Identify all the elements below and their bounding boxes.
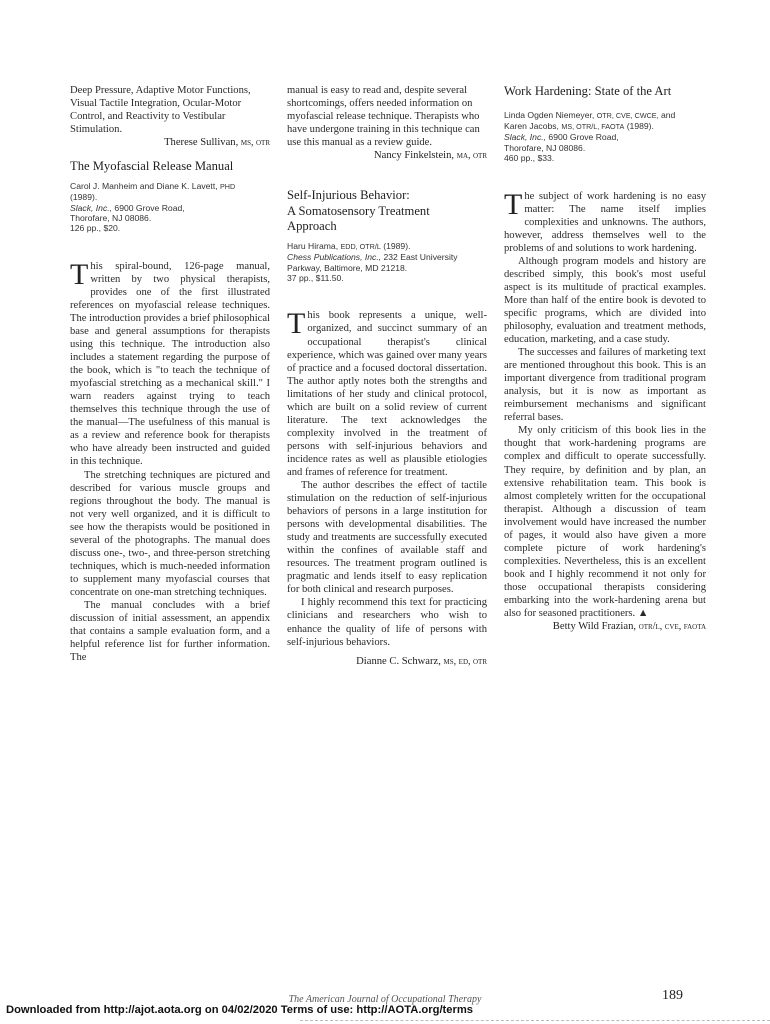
continued-text: Deep Pressure, Adaptive Motor Functions, Visual Tactile Integration, Ocular-Motor Control, and Reactivity to Vestibular Stimulation.	[70, 85, 251, 136]
book-author-2: Karen Jacobs,	[504, 120, 559, 131]
review-paragraph: The successes and failures of marketing text are mentioned throughout this book. This is an important divergence from traditional program analysis, but it is now as important as reimbursement mechanisms and significant referral bases.	[504, 347, 706, 424]
review-paragraph: The author describes the effect of tactile stimulation on the reduction of self-injurious behaviors of persons in a large institution for persons with developmental disabilities. The study and treatments are successfully executed within the confines of available staff and resources. The treatment program outlined is pragmatic and lends itself to easy replication for both clinical and research purposes.	[287, 480, 487, 596]
authors-credentials: PHD	[220, 181, 236, 191]
book-authors: Carol J. Manheim and Diane K. Lavett,	[70, 180, 218, 191]
title-line: A Somatosensory Treatment	[287, 203, 430, 218]
reviewer-name: Betty Wild Frazian,	[552, 621, 637, 633]
reviewer-signature	[287, 149, 487, 162]
review-paragraph: My only criticism of this book lies in the thought that work-hardening programs are complex and difficult to operate successfully. They require, by definition and by plan, an extensive rehabilitation team. This book is almost completely written for the occupational therapist. Although a discussion of team involvement would have increased the number of pages, it would also have given a more complete picture of work hardening's complexities. Nevertheless, this is an excellent book and I highly recommend it not only for those occupational therapists considering embarking into the work-hardening arena but also for seasoned practitioners. ▲	[504, 425, 706, 620]
reviewer-signature	[504, 620, 706, 633]
review-paragraph: This spiral-bound, 126-page manual, written by two physical therapists, provides one of the first illustrated references on myofascial release techniques. The introduction provides a brief philosophical base and general assumptions for therapists using this technique. The introduction also includes a statement regarding the purpose of the book, which is "to teach the technique of myofascial stretching as a mechanical skill." I warn readers against trying to teach themselves this technique through the use of the manual—The usefulness of this manual is as a review and reference book for therapists who have already been instructed and guided in this technique.	[70, 257, 270, 468]
reviewer-name: Dianne C. Schwarz,	[356, 655, 441, 667]
pages-price: 460 pp., $33.	[504, 153, 555, 164]
title-line: Approach	[287, 219, 337, 234]
author-2-credentials: MS, OTR/L, FAOTA	[561, 121, 625, 131]
pub-year: (1989).	[70, 192, 98, 203]
pub-year: (1989).	[626, 120, 654, 131]
column-3	[504, 84, 706, 633]
publisher-address: 6900 Grove Road,	[114, 202, 185, 213]
publisher: Chess Publications, Inc.,	[287, 252, 382, 263]
download-notice: Downloaded from http://ajot.aota.org on 04/02/2020 Terms of use: http://AOTA.org/terms	[6, 1004, 474, 1016]
publisher: Slack, Inc.,	[70, 202, 113, 213]
page-number: 189	[662, 988, 683, 1003]
review-paragraph: The stretching techniques are pictured and described for various muscle groups and regions throughout the body. The manual is not very well organized, and it is difficult to see how the therapists would be positioned in several of the photographs. The manual does discuss one-, two-, and three-person stretching techniques, which is much-needed information to supplement many myofascial courses that concentrate on one-man stretching techniques.	[70, 469, 270, 598]
reviewer-signature	[287, 655, 487, 668]
reviewer-name: Therese Sullivan,	[164, 137, 239, 149]
publisher-address: 6900 Grove Road,	[548, 132, 619, 143]
review-title: The Myofascial Release Manual	[70, 159, 234, 174]
book-citation	[287, 241, 487, 284]
pages-price: 126 pp., $20.	[70, 223, 121, 234]
book-author-1: Linda Ogden Niemeyer,	[504, 109, 595, 120]
review-paragraph: This book represents a unique, well-organized, and succinct summary of an occupational therapist's clinical experience, which was gained over many years of practice and a focused doctoral dissertation. The author aptly notes both the strengths and limitations of her study and clinical protocol, which are built on a solid review of current literature. The text acknowledges the complexity involved in the treatment of persons with self-injurious behaviors and incidence rates as well as plausible etiologies and frames of reference for treatment.	[287, 307, 487, 478]
review-paragraph: The manual concludes with a brief discussion of initial assessment, an appendix that contains a sample evaluation form, and a helpful reference list for further information. The	[70, 599, 270, 664]
publisher-city: Thorofare, NJ 08086.	[504, 142, 586, 153]
publisher: Slack, Inc.,	[504, 132, 547, 143]
column-1	[70, 84, 270, 664]
author-1-credentials: OTR, CVE, CWCE,	[596, 110, 659, 120]
column-2	[287, 84, 487, 668]
reviewer-credentials: otr/l, cve, faota	[638, 621, 706, 633]
publisher-address: 232 East University	[383, 252, 458, 263]
book-citation	[504, 110, 706, 164]
book-citation	[70, 181, 270, 234]
review-paragraph: Although program models and history are described simply, this book's most useful aspect is its multitude of practical examples. More than half of the entire book is devoted to specific programs, which are divided into philosophy, evaluation and treatment methods, education, marketing, and a case study.	[504, 255, 706, 346]
review-title	[287, 188, 487, 235]
pages-price: 37 pp., $11.50.	[287, 273, 344, 283]
review-title: Work Hardening: State of the Art	[504, 84, 672, 98]
authors-credentials: EDD, OTR/L	[340, 241, 381, 251]
reviewer-credentials: ma, otr	[456, 150, 487, 162]
journal-footer: The American Journal of Occupational Therapy	[288, 994, 482, 1005]
continued-text: manual is easy to read and, despite several shortcomings, offers needed information on myofascial release technique. Therapists who have undergone training in this technique can use this manual as a review guide.	[287, 85, 480, 149]
publisher-city: Thorofare, NJ 08086.	[70, 212, 152, 223]
publisher-city: Parkway, Baltimore, MD 21218.	[287, 262, 408, 273]
reviewer-credentials: ms, otr	[240, 137, 270, 149]
review-paragraph: I highly recommend this text for practicing clinicians and researchers who wish to enhance the quality of life of persons with self-injurious behaviors.	[287, 597, 487, 648]
book-authors: Haru Hirama,	[287, 240, 339, 251]
reviewer-name: Nancy Finkelstein,	[374, 150, 455, 162]
reviewer-signature	[70, 136, 270, 149]
author-conjunction: and	[660, 109, 676, 120]
scan-artifact-line	[300, 1020, 770, 1022]
review-paragraph: The subject of work hardening is no easy matter: The name itself implies complexities and unknowns. The authors, however, address themselves well to the problems of and solutions to work hardening.	[504, 187, 706, 254]
pub-year: (1989).	[383, 240, 411, 251]
title-line: Self-Injurious Behavior:	[287, 188, 410, 203]
reviewer-credentials: ms, ed, otr	[443, 655, 487, 667]
